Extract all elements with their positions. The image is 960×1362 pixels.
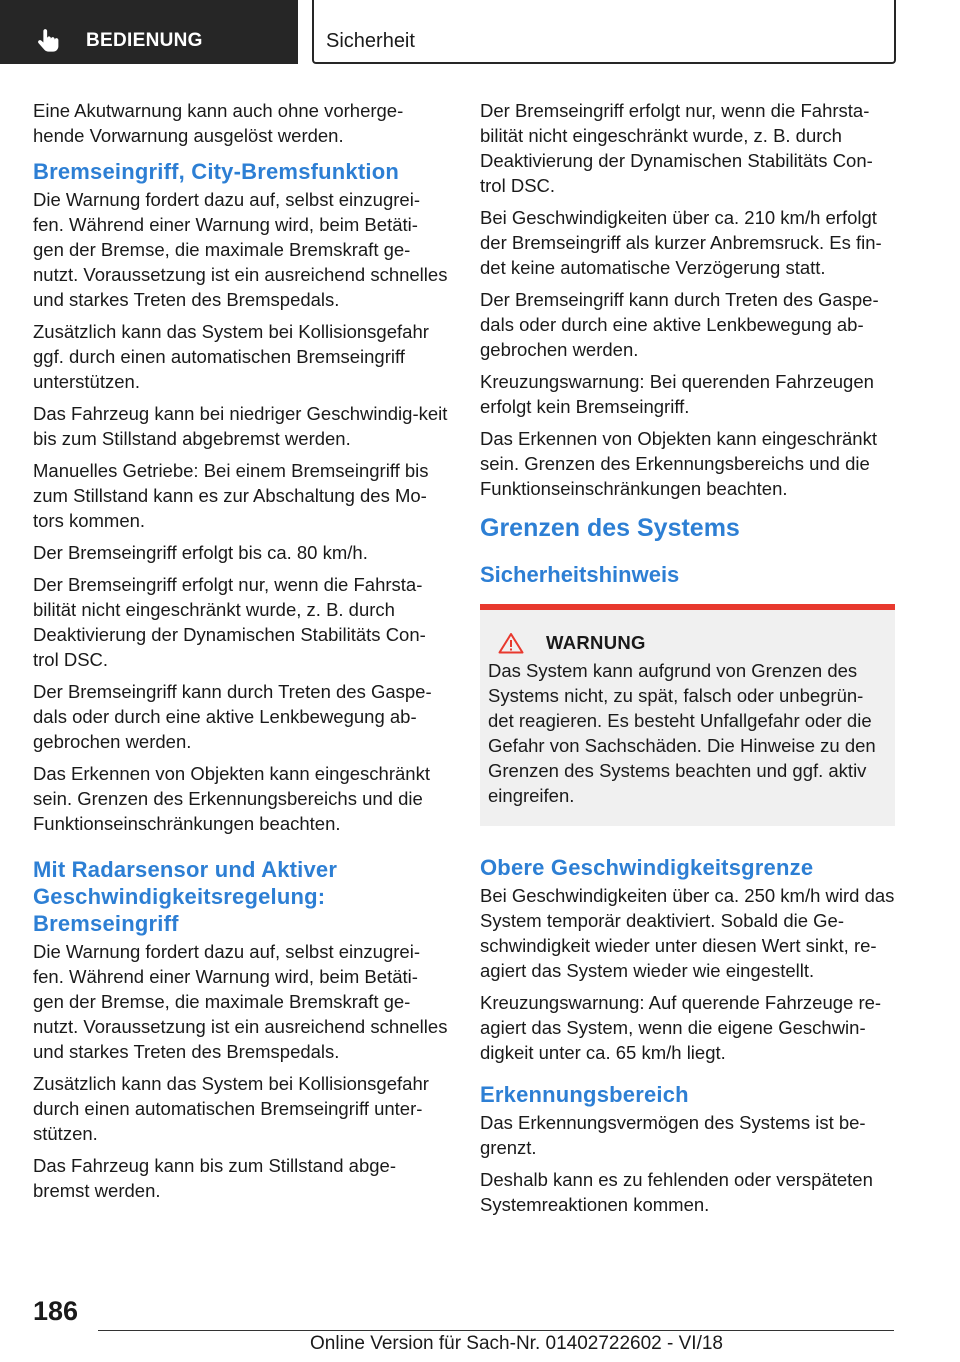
paragraph: Der Bremseingriff kann durch Treten des Gaspe-dals oder durch eine aktive Lenkbewegung ab-gebrochen werden.	[480, 289, 879, 360]
heading-city-brake: Bremseingriff, City-Bremsfunktion	[33, 159, 399, 184]
paragraph: Eine Akutwarnung kann auch ohne vorherge-hende Vorwarnung ausgelöst werden.	[33, 100, 404, 146]
paragraph: Kreuzungswarnung: Bei querenden Fahrzeugen erfolgt kein Bremseingriff.	[480, 371, 874, 417]
paragraph: Das Erkennen von Objekten kann eingeschränkt sein. Grenzen des Erkennungsbereichs und die Funktionseinschränkungen beachten.	[480, 428, 877, 499]
paragraph: Das Fahrzeug kann bis zum Stillstand abge-bremst werden.	[33, 1155, 396, 1201]
paragraph: Das Erkennungsvermögen des Systems ist be-grenzt.	[480, 1112, 866, 1158]
hand-pointer-icon	[34, 26, 64, 56]
paragraph: Die Warnung fordert dazu auf, selbst einzugrei-fen. Während einer Warnung wird, beim Betäti-gen der Bremse, die maximale Bremskraft ge-nutzt. Voraussetzung ist ein ausreichend schnelles und starkes Treten des Bremspedals.	[33, 941, 448, 1062]
footer-divider	[98, 1330, 894, 1331]
chapter-label: Sicherheit	[326, 30, 415, 52]
paragraph: Bei Geschwindigkeiten über ca. 210 km/h erfolgt der Bremseingriff als kurzer Anbremsruck. Es fin-det keine automatische Verzögerung statt.	[480, 207, 882, 278]
paragraph: Manuelles Getriebe: Bei einem Bremseingriff bis zum Stillstand kann es zur Abschaltung des Mo-tors kommen.	[33, 460, 429, 531]
heading-speed-limit: Obere Geschwindigkeitsgrenze	[480, 855, 814, 880]
paragraph: Kreuzungswarnung: Auf querende Fahrzeuge re-agiert das System, wenn die eigene Geschwin-digkeit unter ca. 65 km/h liegt.	[480, 992, 882, 1063]
paragraph: Der Bremseingriff erfolgt bis ca. 80 km/h.	[33, 542, 368, 563]
page-number: 186	[33, 1296, 79, 1326]
section-tab[interactable]	[0, 0, 298, 64]
paragraph: Deshalb kann es zu fehlenden oder verspäteten Systemreaktionen kommen.	[480, 1169, 873, 1215]
warning-triangle-icon	[498, 632, 524, 654]
paragraph: Der Bremseingriff kann durch Treten des Gaspe-dals oder durch eine aktive Lenkbewegung ab-gebrochen werden.	[33, 681, 432, 752]
paragraph: Das Erkennen von Objekten kann eingeschränkt sein. Grenzen des Erkennungsbereichs und die Funktionseinschränkungen beachten.	[33, 763, 430, 834]
heading-detection-range: Erkennungsbereich	[480, 1082, 689, 1107]
paragraph: Zusätzlich kann das System bei Kollisionsgefahr ggf. durch einen automatischen Bremseingriff unterstützen.	[33, 321, 429, 392]
left-column	[33, 98, 448, 1210]
footer-version: Online Version für Sach-Nr. 01402722602 - VI/18	[310, 1333, 723, 1354]
chapter-tab[interactable]	[312, 0, 896, 64]
paragraph: Bei Geschwindigkeiten über ca. 250 km/h wird das System temporär deaktiviert. Sobald die Ge-schwindigkeit wieder unter diesen Wert sinkt, re-agiert das System wieder wie eingestellt.	[480, 885, 895, 981]
heading-safety-note: Sicherheitshinweis	[480, 562, 680, 587]
section-label: BEDIENUNG	[86, 30, 203, 51]
warning-title: WARNUNG	[546, 632, 646, 653]
paragraph: Die Warnung fordert dazu auf, selbst einzugrei-fen. Während einer Warnung wird, beim Betäti-gen der Bremse, die maximale Bremskraft ge-nutzt. Voraussetzung ist ein ausreichend schnelles und starkes Treten des Bremspedals.	[33, 189, 448, 310]
paragraph: Das Fahrzeug kann bei niedriger Geschwindig-keit bis zum Stillstand abgebremst werden.	[33, 403, 448, 449]
warning-header	[488, 632, 887, 654]
warning-text: Das System kann aufgrund von Grenzen des Systems nicht, zu spät, falsch oder unbegrün-det reagieren. Es besteht Unfallgefahr oder die Gefahr von Sachschäden. Die Hinweise zu den Grenzen des Systems beachten und ggf. aktiv eingreifen.	[488, 660, 876, 806]
heading-system-limits: Grenzen des Systems	[480, 514, 740, 542]
right-column	[480, 98, 895, 1224]
warning-box	[480, 604, 895, 826]
page-header	[0, 0, 960, 66]
heading-radar-brake: Mit Radarsensor und Aktiver Geschwindigkeitsregelung: Bremseingriff	[33, 857, 338, 936]
paragraph: Der Bremseingriff erfolgt nur, wenn die Fahrsta-bilität nicht eingeschränkt wurde, z. B. durch Deaktivierung der Dynamischen Stabilitäts Con-trol DSC.	[480, 100, 873, 196]
paragraph: Der Bremseingriff erfolgt nur, wenn die Fahrsta-bilität nicht eingeschränkt wurde, z. B. durch Deaktivierung der Dynamischen Stabilitäts Con-trol DSC.	[33, 574, 426, 670]
paragraph: Zusätzlich kann das System bei Kollisionsgefahr durch einen automatischen Bremseingriff unter-stützen.	[33, 1073, 429, 1144]
